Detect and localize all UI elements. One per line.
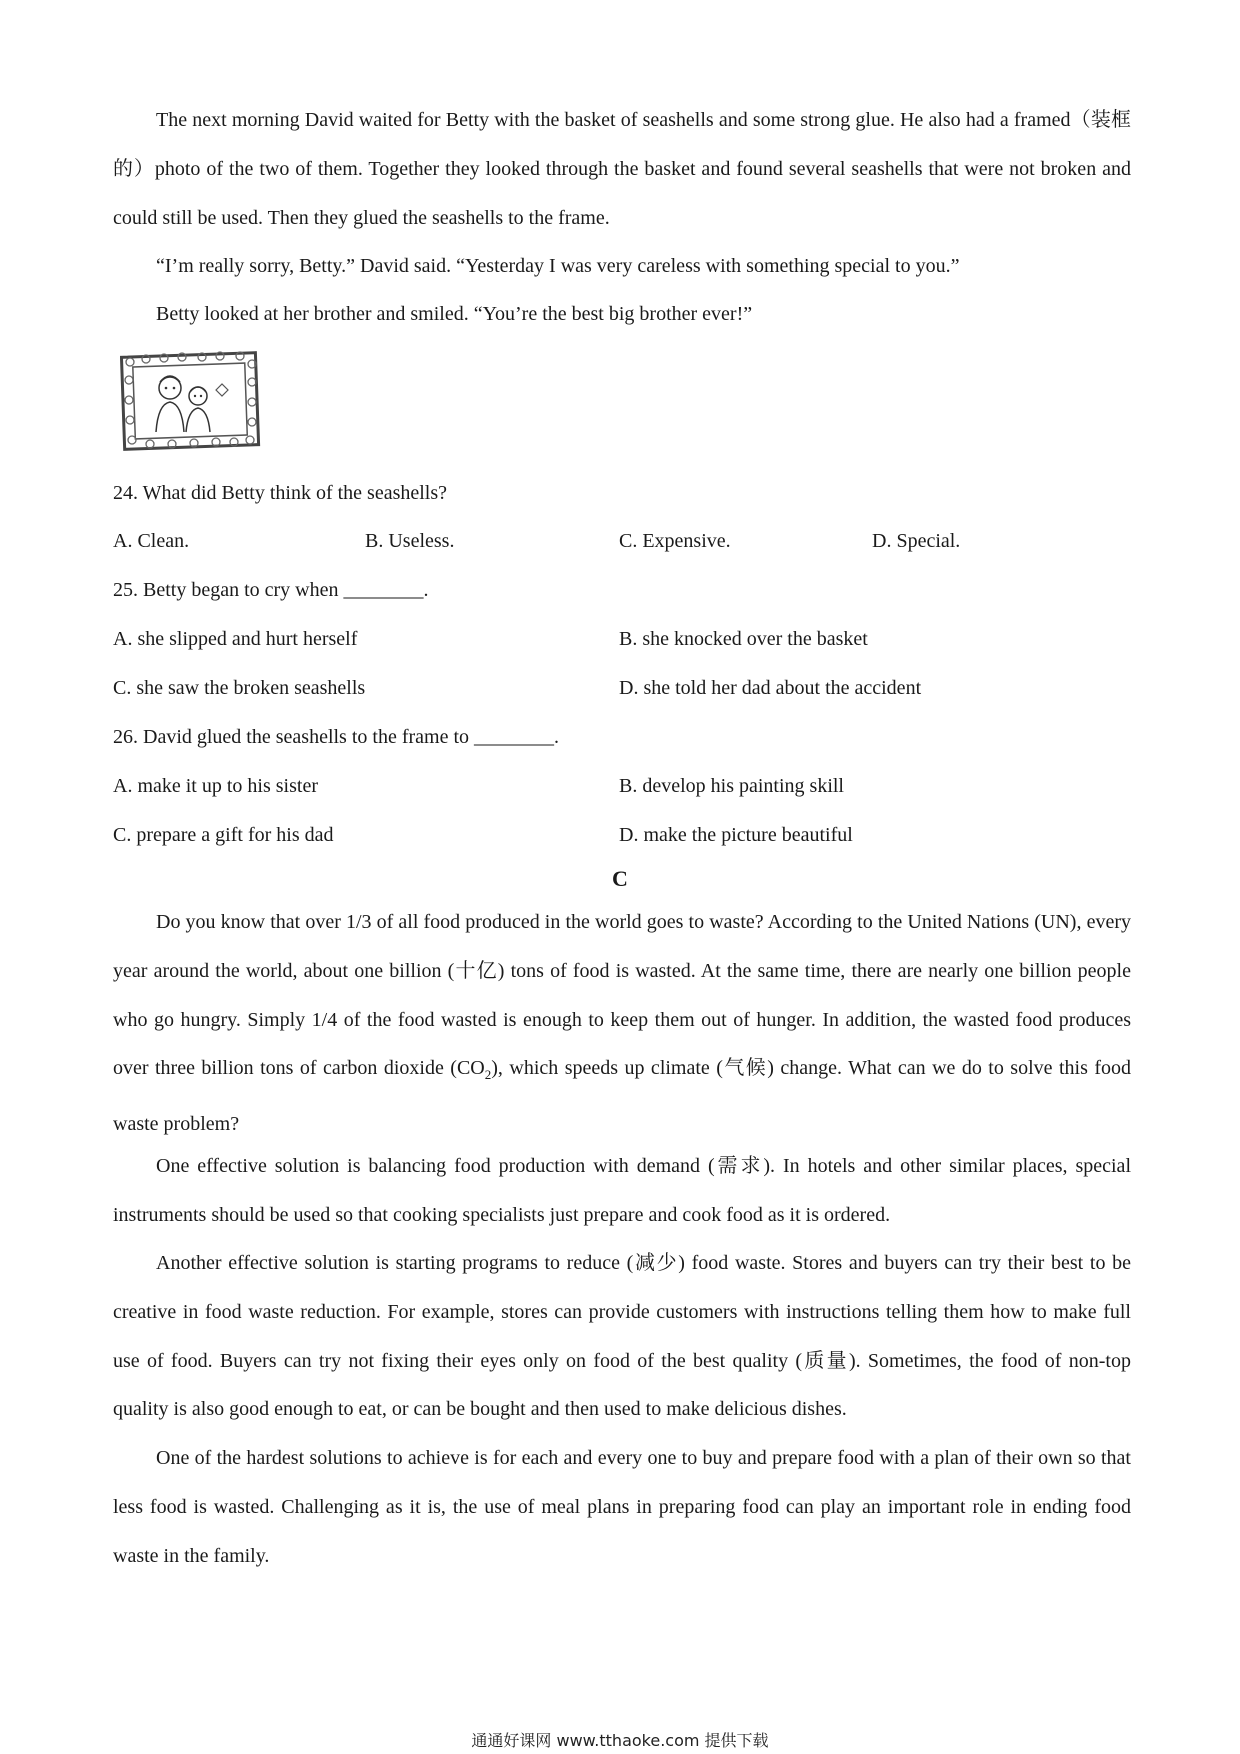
question-26-option-a[interactable]: A. make it up to his sister xyxy=(113,775,318,797)
page-footer: 通通好课网 www.tthaoke.com 提供下载 xyxy=(471,1731,769,1750)
question-24-option-b[interactable]: B. Useless. xyxy=(365,530,455,552)
framed-photo-illustration xyxy=(120,350,262,454)
passage-c-paragraph-3-text: Another effective solution is starting programs to reduce (减少) food waste. Stores and buyers can try their best to be creative in food waste reduction. For example, stores can provide customers with instructions telling them how to make full use of food. Buyers can try not fixing their eyes only on food of the best quality (质量). Sometimes, the food of non-top quality is also good enough to eat, or can be bought and then used to make delicious dishes. xyxy=(113,1252,1131,1421)
question-26-option-d[interactable]: D. make the picture beautiful xyxy=(619,824,853,846)
story-paragraph-3-text: Betty looked at her brother and smiled. “You’re the best big brother ever!” xyxy=(156,303,753,325)
section-heading: C xyxy=(612,866,628,891)
question-26-option-b[interactable]: B. develop his painting skill xyxy=(619,775,844,797)
passage-c-paragraph-4 xyxy=(113,1434,1131,1580)
question-24-option-a[interactable]: A. Clean. xyxy=(113,530,190,552)
co2-subscript: 2 xyxy=(484,1067,492,1083)
question-24-option-c[interactable]: C. Expensive. xyxy=(619,530,731,552)
question-26-stem: 26. David glued the seashells to the frame to ________. xyxy=(113,726,560,748)
passage-c-paragraph-1-text-b: ), which speeds up climate (气候) change. What can we do to solve this food waste problem? xyxy=(113,1057,1131,1136)
question-25-option-b[interactable]: B. she knocked over the basket xyxy=(619,628,868,650)
passage-c-paragraph-1-text-a: Do you know that over 1/3 of all food produced in the world goes to waste? According to the United Nations (UN), every year around the world, about one billion (十亿) tons of food is wasted. At the same time, there are nearly one billion people who go hungry. Simply 1/4 of the food wasted is enough to keep them out of hunger. In addition, the wasted food produces over three billion tons of carbon dioxide (CO xyxy=(113,911,1131,1080)
story-paragraph-1 xyxy=(113,96,1131,242)
story-paragraph-3 xyxy=(113,290,1131,339)
question-24-option-d[interactable]: D. Special. xyxy=(872,530,961,552)
passage-c-paragraph-2 xyxy=(113,1142,1131,1240)
story-paragraph-2 xyxy=(113,242,1131,291)
story-paragraph-2-text: “I’m really sorry, Betty.” David said. “Yesterday I was very careless with something special to you.” xyxy=(156,255,960,277)
story-paragraph-1-text: The next morning David waited for Betty with the basket of seashells and some strong glue. He also had a framed（装框的）photo of the two of them. Together they looked through the basket and found several seashells that were not broken and could still be used. Then they glued the seashells to the frame. xyxy=(113,109,1131,229)
question-25-option-a[interactable]: A. she slipped and hurt herself xyxy=(113,628,358,650)
passage-c-paragraph-2-text: One effective solution is balancing food production with demand (需求). In hotels and other similar places, special instruments should be used so that cooking specialists just prepare and cook food as it is ordered. xyxy=(113,1155,1131,1226)
question-25-option-d[interactable]: D. she told her dad about the accident xyxy=(619,677,922,699)
question-26-option-c[interactable]: C. prepare a gift for his dad xyxy=(113,824,334,846)
question-25-option-c[interactable]: C. she saw the broken seashells xyxy=(113,677,366,699)
question-24-stem: 24. What did Betty think of the seashells? xyxy=(113,482,448,504)
passage-c-paragraph-3 xyxy=(113,1239,1131,1434)
question-25-stem: 25. Betty began to cry when ________. xyxy=(113,579,429,601)
passage-c-paragraph-4-text: One of the hardest solutions to achieve is for each and every one to buy and prepare food with a plan of their own so that less food is wasted. Challenging as it is, the use of meal plans in preparing food can play an important role in ending food waste in the family. xyxy=(113,1447,1131,1567)
passage-c-paragraph-1 xyxy=(113,898,1131,1149)
